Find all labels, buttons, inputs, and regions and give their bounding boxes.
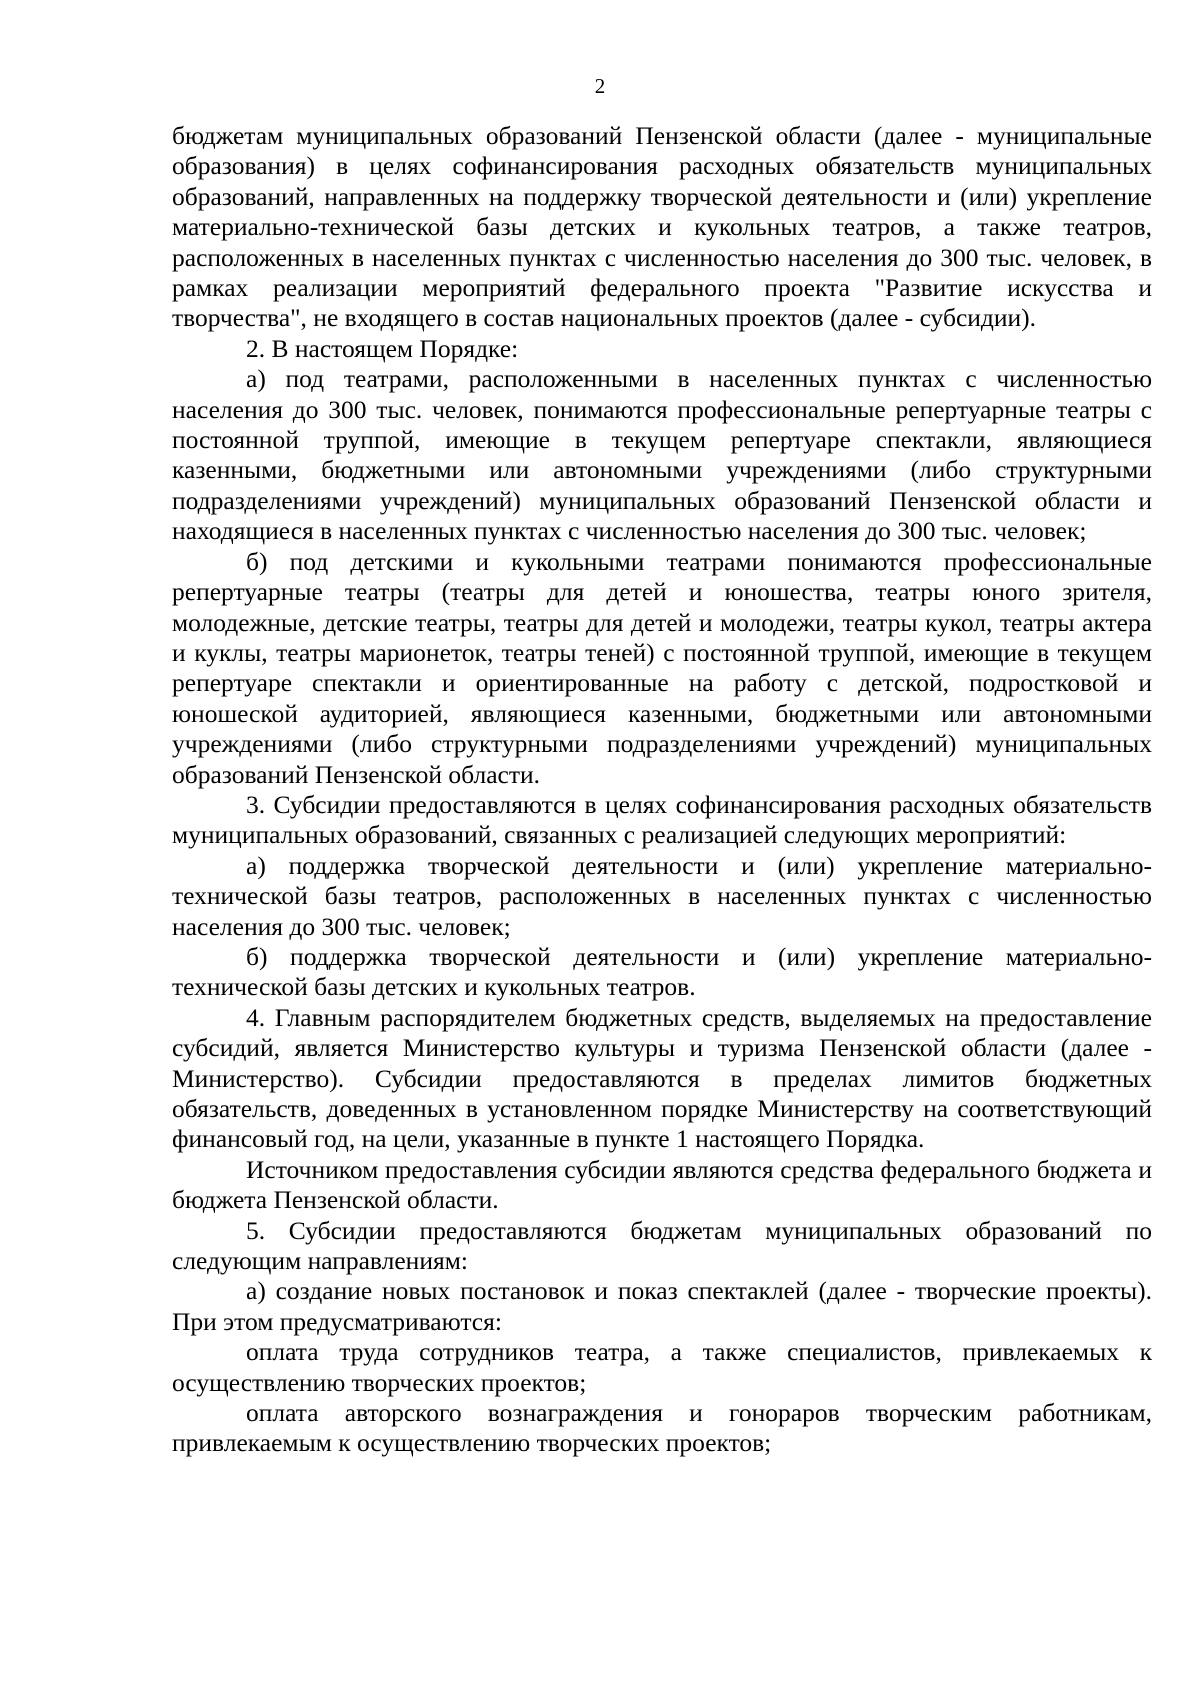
- paragraph-funding-source: Источником предоставления субсидии являются средства федерального бюджета и бюджета Пензенской области.: [172, 1154, 1152, 1215]
- paragraph-item-2b: б) под детскими и кукольными театрами понимаются профессиональные репертуарные театры (театры для детей и юношества, театры юного зрителя, молодежные, детские театры, театры для детей и молодежи, театры кукол, театры актера и куклы, театры марионеток, театры теней) с постоянной труппой, имеющие в текущем репертуаре спектакли и ориентированные на работу с детской, подростковой и юношеской аудиторией, являющиеся казенными, бюджетными или автономными учреждениями (либо структурными подразделениями учреждений) муниципальных образований Пензенской области.: [172, 546, 1152, 789]
- paragraph-item-3b: б) поддержка творческой деятельности и (или) укрепление материально-технической базы детских и кукольных театров.: [172, 941, 1152, 1002]
- paragraph-item-5a: а) создание новых постановок и показ спектаклей (далее - творческие проекты). При этом предусматриваются:: [172, 1276, 1152, 1336]
- paragraph-continuation: бюджетам муниципальных образований Пензенской области (далее - муниципальные образования) в целях софинансирования расходных обязательств муниципальных образований, направленных на поддержку творческой деятельности и (или) укрепление материально-технической базы детских и кукольных театров, а также театров, расположенных в населенных пунктах с численностью населения до 300 тыс. человек, в рамках реализации мероприятий федерального проекта "Развитие искусства и творчества", не входящего в состав национальных проектов (далее - субсидии).: [172, 121, 1152, 333]
- paragraph-author-fees: оплата авторского вознаграждения и гонораров творческим работникам, привлекаемым к осуществлению творческих проектов;: [172, 1398, 1152, 1458]
- paragraph-item-2a: а) под театрами, расположенными в населенных пунктах с численностью населения до 300 тыс. человек, понимаются профессиональные репертуарные театры с постоянной труппой, имеющие в текущем репертуаре спектакли, являющиеся казенными, бюджетными или автономными учреждениями (либо структурными подразделениями учреждений) муниципальных образований Пензенской области и находящиеся в населенных пунктах с численностью населения до 300 тыс. человек;: [172, 364, 1152, 546]
- page-number: 2: [594, 74, 606, 98]
- paragraph-item-3: 3. Субсидии предоставляются в целях софинансирования расходных обязательств муниципальных образований, связанных с реализацией следующих мероприятий:: [172, 789, 1152, 850]
- paragraph-staff-payment: оплата труда сотрудников театра, а также специалистов, привлекаемых к осуществлению творческих проектов;: [172, 1337, 1152, 1397]
- paragraph-item-3a: а) поддержка творческой деятельности и (или) укрепление материально-технической базы театров, расположенных в населенных пунктах с численностью населения до 300 тыс. человек;: [172, 850, 1152, 941]
- paragraph-item-5: 5. Субсидии предоставляются бюджетам муниципальных образований по следующим направлениям:: [172, 1215, 1152, 1276]
- document-body: [172, 121, 1152, 1459]
- paragraph-item-2: 2. В настоящем Порядке:: [246, 333, 519, 363]
- paragraph-item-4: 4. Главным распорядителем бюджетных средств, выделяемых на предоставление субсидий, является Министерство культуры и туризма Пензенской области (далее - Министерство). Субсидии предоставляются в пределах лимитов бюджетных обязательств, доведенных в установленном порядке Министерству на соответствующий финансовый год, на цели, указанные в пункте 1 настоящего Порядка.: [172, 1002, 1152, 1154]
